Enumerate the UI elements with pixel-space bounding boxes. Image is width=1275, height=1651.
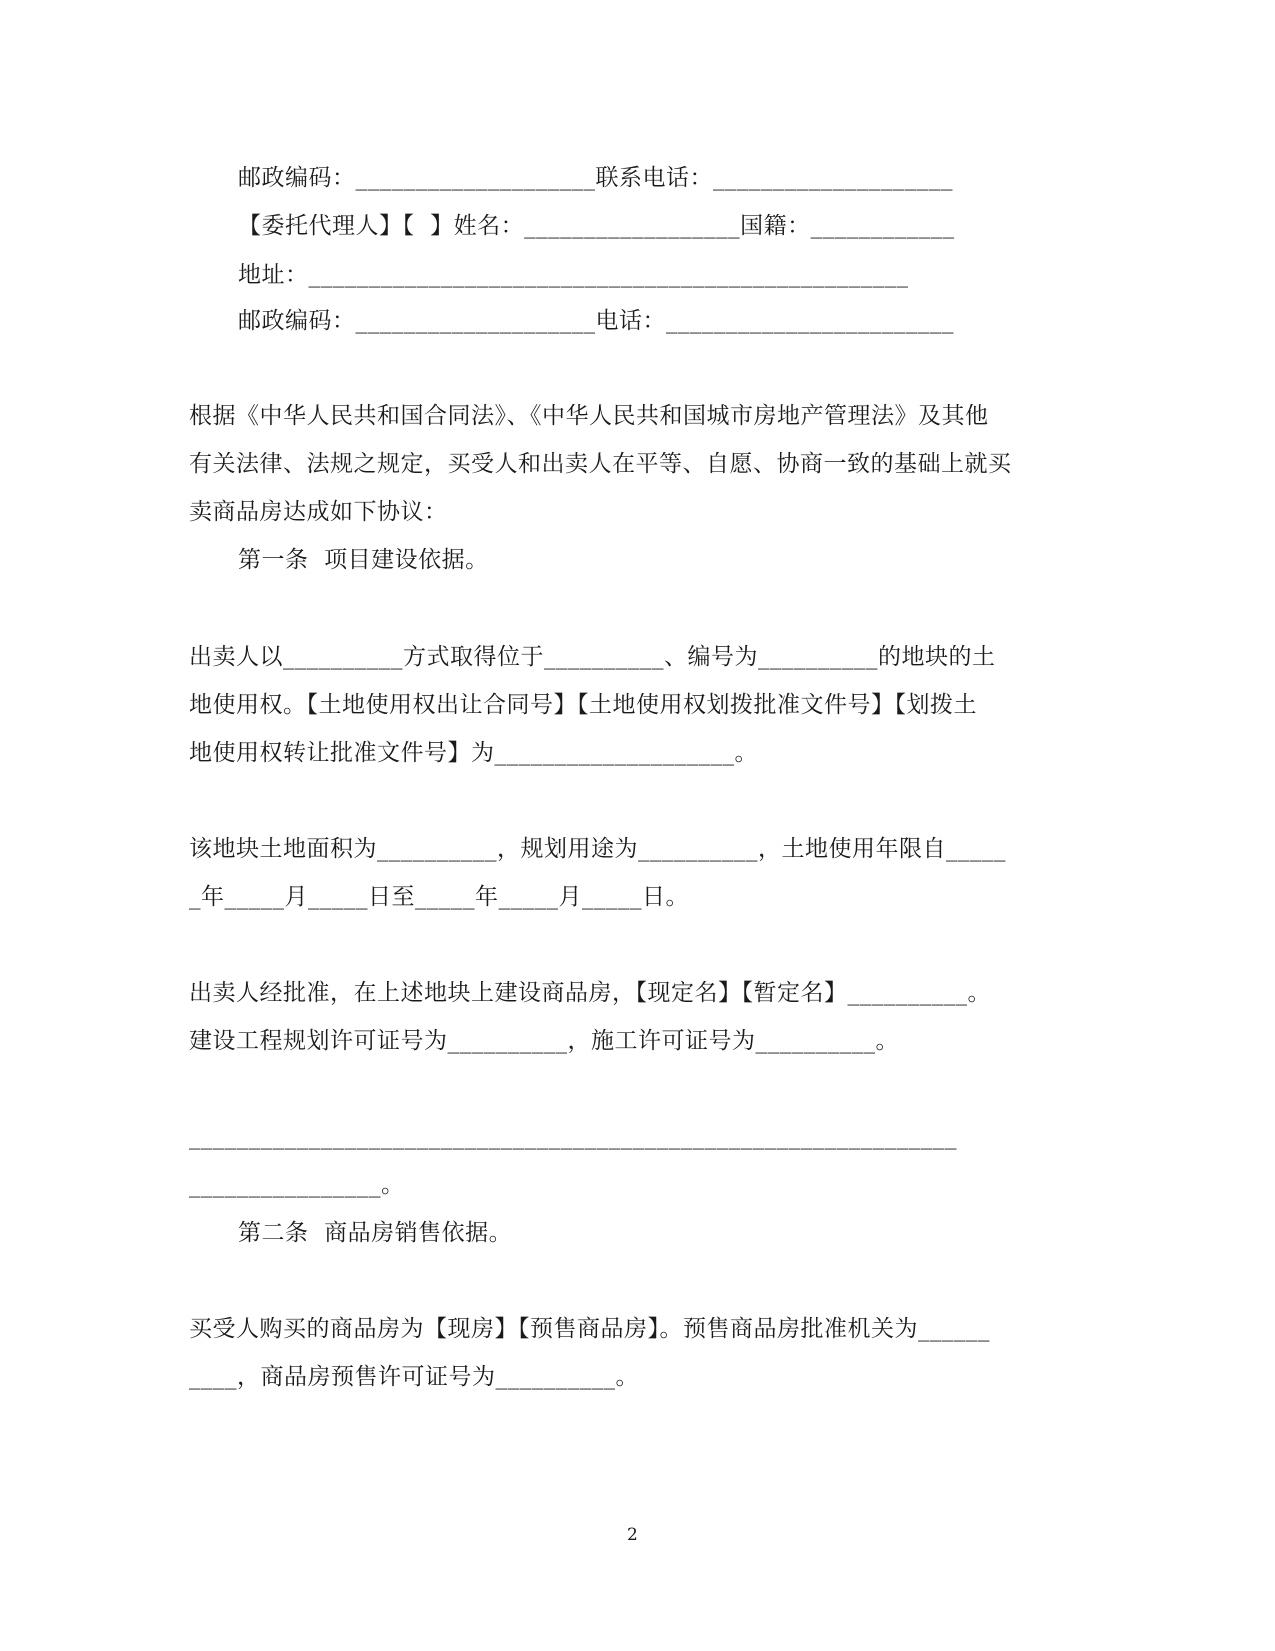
permit-numbers-line: 建设工程规划许可证号为__________，施工许可证号为__________。 xyxy=(189,1028,899,1054)
building-name-line: 出卖人经批准，在上述地块上建设商品房，【现定名】【暂定名】__________。 xyxy=(189,980,991,1006)
agent-postal-phone-line: 邮政编码：____________________电话：________________________ xyxy=(238,308,954,334)
blank-fill-line-2: ________________。 xyxy=(189,1172,405,1198)
principal-postal-phone-line: 邮政编码：____________________联系电话：____________________ xyxy=(238,165,953,191)
page-number: 2 xyxy=(627,1525,638,1545)
land-acquisition-line-3: 地使用权转让批准文件号】为____________________。 xyxy=(189,740,758,766)
sale-basis-line-1: 买受人购买的商品房为【现房】【预售商品房】。预售商品房批准机关为______ xyxy=(189,1316,990,1342)
article-2-heading: 第二条 商品房销售依据。 xyxy=(238,1220,513,1246)
land-acquisition-line-1: 出卖人以__________方式取得位于__________、编号为__________的地块的土 xyxy=(189,644,996,670)
sale-basis-line-2: ____，商品房预售许可证号为__________。 xyxy=(189,1364,639,1390)
preamble-line-1: 根据《中华人民共和国合同法》、《中华人民共和国城市房地产管理法》及其他 xyxy=(189,403,989,429)
land-area-line-2: _年_____月_____日至_____年_____月_____日。 xyxy=(189,884,689,910)
agent-name-nationality-line: 【委托代理人】【 】姓名：__________________国籍：____________ xyxy=(238,213,955,239)
land-acquisition-line-2: 地使用权。【土地使用权出让合同号】【土地使用权划拨批准文件号】【划拨土 xyxy=(189,692,977,718)
blank-fill-line-1: ________________________________________________________________ xyxy=(189,1124,957,1150)
preamble-line-2: 有关法律、法规之规定，买受人和出卖人在平等、自愿、协商一致的基础上就买 xyxy=(189,451,1012,477)
article-1-heading: 第一条 项目建设依据。 xyxy=(238,547,489,573)
land-area-line-1: 该地块土地面积为__________，规划用途为__________，土地使用年限自_____ xyxy=(189,836,1006,862)
agent-address-line: 地址：__________________________________________________ xyxy=(238,262,909,288)
preamble-line-3: 卖商品房达成如下协议： xyxy=(189,499,448,525)
